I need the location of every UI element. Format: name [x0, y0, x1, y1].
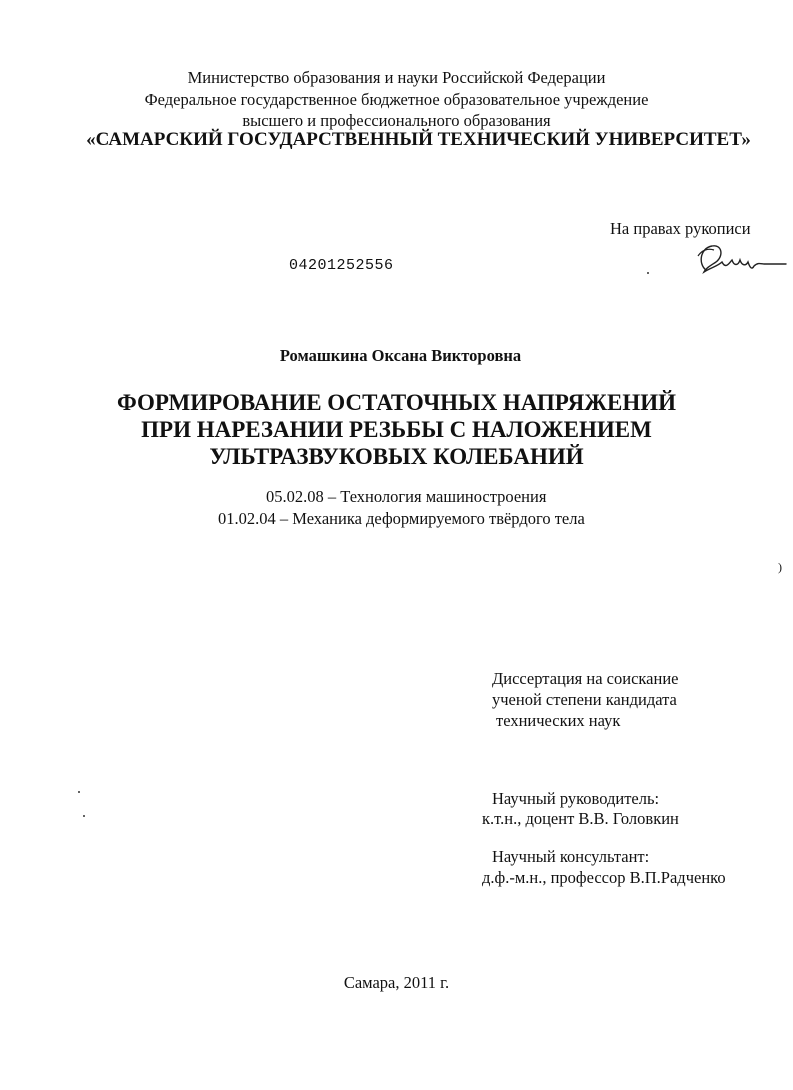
paper-speck	[78, 791, 80, 793]
supervisor-name: к.т.н., доцент В.В. Головкин	[482, 809, 679, 828]
registry-number: 04201252556	[289, 257, 394, 274]
dissertation-line-2: ученой степени кандидата	[492, 690, 677, 709]
consultant-name: д.ф.-м.н., профессор В.П.Радченко	[482, 868, 726, 887]
title-line-1: ФОРМИРОВАНИЕ ОСТАТОЧНЫХ НАПРЯЖЕНИЙ	[116, 390, 677, 415]
signature-icon	[692, 240, 788, 280]
dissertation-line-1: Диссертация на соискание	[492, 669, 679, 688]
paper-speck	[647, 272, 649, 274]
consultant-label: Научный консультант:	[492, 847, 650, 866]
title-line-2: ПРИ НАРЕЗАНИИ РЕЗЬБЫ С НАЛОЖЕНИЕМ	[141, 417, 652, 442]
margin-mark: )	[778, 560, 782, 574]
institution-line-2: высшего и профессионального образования	[242, 111, 551, 130]
title-line-3: УЛЬТРАЗВУКОВЫХ КОЛЕБАНИЙ	[209, 444, 584, 469]
paper-speck	[83, 815, 85, 817]
dissertation-line-3: технических наук	[496, 711, 621, 730]
rights-note: На правах рукописи	[610, 219, 751, 238]
institution-line-1: Федеральное государственное бюджетное образовательное учреждение	[144, 90, 649, 109]
specialty-1: 05.02.08 – Технология машиностроения	[266, 487, 547, 506]
university-name: «САМАРСКИЙ ГОСУДАРСТВЕННЫЙ ТЕХНИЧЕСКИЙ УНИВЕРСИТЕТ»	[86, 129, 751, 150]
supervisor-label: Научный руководитель:	[492, 789, 660, 808]
specialty-2: 01.02.04 – Механика деформируемого твёрдого тела	[218, 509, 585, 528]
author-name: Ромашкина Оксана Викторовна	[279, 346, 522, 365]
city-year: Самара, 2011 г.	[343, 973, 450, 992]
ministry-line: Министерство образования и науки Российской Федерации	[187, 68, 606, 87]
